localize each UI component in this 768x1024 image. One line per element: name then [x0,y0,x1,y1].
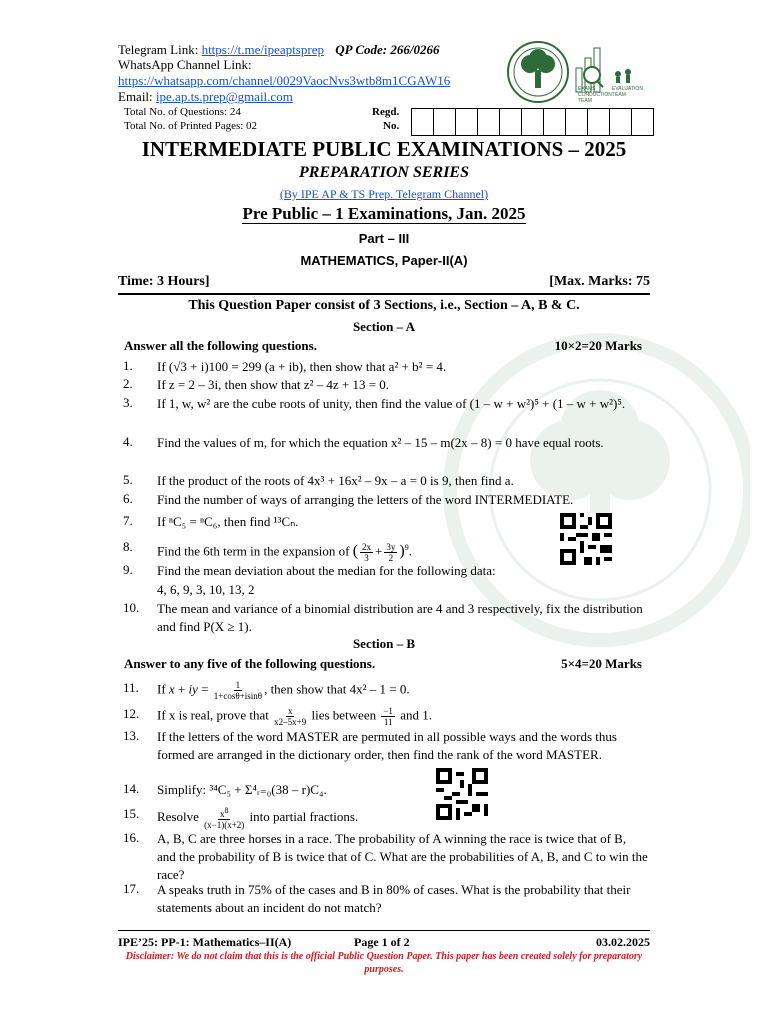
section-b-title: Section – B [352,636,416,651]
whatsapp-link[interactable]: https://whatsapp.com/channel/0029VaocNvs3wtb8m1CGAW16 [118,73,451,88]
q9-data: 4, 6, 9, 3, 10, 13, 2 [157,582,255,597]
max-marks: [Max. Marks: 75 [549,274,650,289]
logo-text-2: EVALUATION TEAM [612,86,643,98]
telegram-line [118,42,439,58]
subject-title: MATHEMATICS, Paper-II(A) [300,253,468,268]
channel-credit[interactable]: (By IPE AP & TS Prep. Telegram Channel) [279,187,489,201]
telegram-link[interactable]: https://t.me/ipeaptsprep [201,42,324,57]
regd-no-label: No. [383,120,400,132]
footer-page: Page 1 of 2 [354,935,410,949]
qr-code-1[interactable] [560,513,612,565]
footer-left: IPE’25: PP-1: Mathematics–II(A) [118,935,292,949]
email-line [118,89,293,105]
section-a-instruction: Answer all the following questions. [124,338,317,353]
section-a-marks: 10×2=20 Marks [554,338,642,353]
total-pages: Total No. of Printed Pages: 02 [124,120,258,132]
regd-label: Regd. [372,106,400,118]
logo [500,40,650,105]
disclaimer: Disclaimer: We do not claim that this is the official Public Question Paper. This paper has been created solely for preparatory purposes. [125,951,643,975]
telegram-label: Telegram Link: [118,42,202,57]
exam-title: Pre Public – 1 Examinations, Jan. 2025 [242,204,526,223]
whatsapp-label: WhatsApp Channel Link: [118,57,252,72]
main-title: INTERMEDIATE PUBLIC EXAMINATIONS – 2025 [141,137,627,161]
email-link[interactable]: ipe.ap.ts.prep@gmail.com [155,89,293,104]
section-b-marks: 5×4=20 Marks [561,656,642,671]
registration-boxes[interactable] [412,108,654,136]
qr-code-2[interactable] [436,768,488,820]
total-questions: Total No. of Questions: 24 [124,106,241,118]
section-b-instruction: Answer to any five of the following questions. [124,656,376,671]
section-a-title: Section – A [352,319,416,334]
consist-line: This Question Paper consist of 3 Sections, i.e., Section – A, B & C. [188,298,580,313]
qp-code: QP Code: 266/0266 [335,42,440,57]
time-label: Time: 3 Hours] [118,274,210,289]
series-title: PREPARATION SERIES [299,164,469,181]
part-title: Part – III [358,231,410,246]
divider [118,293,650,295]
footer-date: 03.02.2025 [596,935,650,949]
logo-text: EXAMS CONDUCTION TEAM [578,86,612,104]
email-label: Email: [118,89,156,104]
footer-divider [118,930,650,931]
